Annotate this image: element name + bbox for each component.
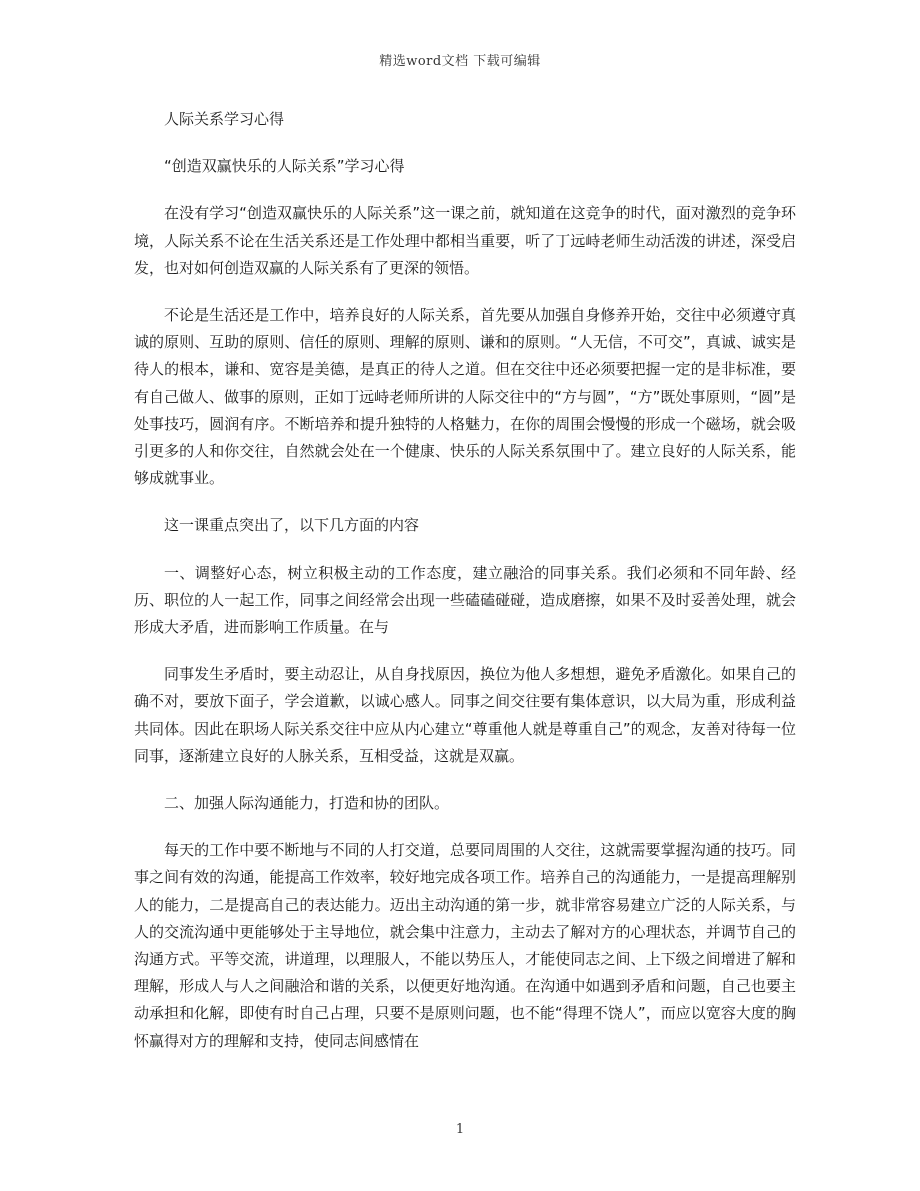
document-body bbox=[134, 106, 796, 1075]
document-subtitle: “创造双赢快乐的人际关系”学习心得 bbox=[164, 157, 405, 176]
paragraph-section-two: 每天的工作中要不断地与不同的人打交道，总要同周围的人交往，这就需要掌握沟通的技巧。同事之间有效的沟通，能提高工作效率，较好地完成各项工作。培养自己的沟通能力，一是提高理解别人的能力，二是提高自己的表达能力。迈出主动沟通的第一步，就非常容易建立广泛的人际关系，与人的交流沟通中更能够处于主导地位，就会集中注意力，主动去了解对方的心理状态，并调节自己的沟通方式。平等交流，讲道理，以理服人，不能以势压人，才能使同志之间、上下级之间增进了解和理解，形成人与人之间融洽和谐的关系，以便更好地沟通。在沟通中如遇到矛盾和问题，自己也要主动承担和化解，即使有时自己占理，只要不是原则问题，也不能“得理不饶人”，而应以宽容大度的胸怀赢得对方的理解和支持，使同志间感情在 bbox=[134, 841, 796, 1050]
section-two-heading: 二、加强人际沟通能力，打造和协的团队。 bbox=[164, 794, 450, 813]
paragraph-key-points: 这一课重点突出了，以下几方面的内容 bbox=[164, 516, 420, 535]
paragraph-section-one: 一、调整好心态，树立积极主动的工作态度，建立融洽的同事关系。我们必须和不同年龄、经历、职位的人一起工作，同事之间经常会出现一些磕磕碰碰，造成磨擦，如果不及时妥善处理，就会形成大矛盾，进而影响工作质量。在与 bbox=[134, 563, 796, 637]
paragraph-intro: 在没有学习“创造双赢快乐的人际关系”这一课之前，就知道在这竞争的时代，面对激烈的竞争环境，人际关系不论在生活关系还是工作处理中都相当重要，听了丁远峙老师生动活泼的讲述，深受启发，也对如何创造双赢的人际关系有了更深的领悟。 bbox=[134, 204, 796, 277]
document-title: 人际关系学习心得 bbox=[164, 110, 285, 128]
paragraph-principles: 不论是生活还是工作中，培养良好的人际关系，首先要从加强自身修养开始，交往中必须遵守真诚的原则、互助的原则、信任的原则、理解的原则、谦和的原则。“人无信，不可交”，真诚、诚实是待人的根本，谦和、宽容是美德，是真正的待人之道。但在交往中还必须要把握一定的是非标准，要有自己做人、做事的原则，正如丁远峙老师所讲的人际交往中的“方与圆”，“方”既处事原则，“圆”是处事技巧，圆润有序。不断培养和提升独特的人格魅力，在你的周围会慢慢的形成一个磁场，就会吸引更多的人和你交往，自然就会处在一个健康、快乐的人际关系氛围中了。建立良好的人际关系，能够成就事业。 bbox=[134, 306, 796, 488]
paragraph-section-one-cont: 同事发生矛盾时，要主动忍让，从自身找原因，换位为他人多想想，避免矛盾激化。如果自己的确不对，要放下面子，学会道歉，以诚心感人。同事之间交往要有集体意识，以大局为重，形成利益共同体。因此在职场人际关系交往中应从内心建立“尊重他人就是尊重自己”的观念，友善对待每一位同事，逐渐建立良好的人脉关系，互相受益，这就是双赢。 bbox=[134, 665, 796, 765]
page-number: 1 bbox=[455, 1122, 465, 1137]
page-header: 精选word文档 下载可编辑 bbox=[379, 54, 541, 69]
